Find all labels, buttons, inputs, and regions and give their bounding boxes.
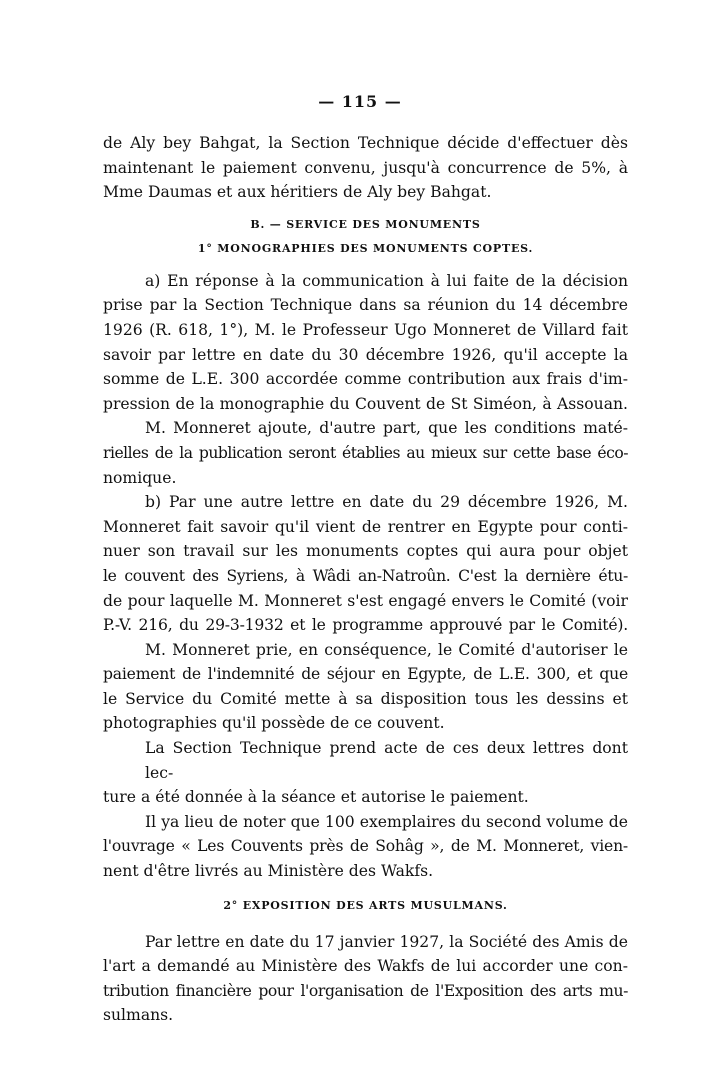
text-line: pression de la monographie du Couvent de St Siméon, à Assouan. [103,394,628,413]
paragraph-monneret-asks [103,638,628,736]
subsection-heading: 2° EXPOSITION DES ARTS MUSULMANS. [223,898,508,912]
text-line: a) En réponse à la communication à lui faite de la décision [145,271,628,290]
text-line: La Section Technique prend acte de ces deux lettres dont lec- [145,739,628,782]
text-line: le couvent des Syriens, à Wâdi an-Natroûn. C'est la dernière étu- [103,566,628,585]
section-heading: B. — SERVICE DES MONUMENTS [250,217,481,231]
text-line: l'ouvrage « Les Couvents près de Sohâg », de M. Monneret, vien- [103,837,628,856]
text-line: Mme Daumas et aux héritiers de Aly bey Bahgat. [103,183,492,202]
text-line: sulmans. [103,1006,174,1025]
paragraph-a [103,269,628,417]
text-line: l'art a demandé au Ministère des Wakfs de lui accorder une con- [103,957,628,976]
paragraph-note-copies [103,810,628,884]
text-line: Par lettre en date du 17 janvier 1927, la Société des Amis de [145,932,628,951]
page-number: — 115 — [318,92,402,111]
text-line: Monneret fait savoir qu'il vient de rentrer en Egypte pour conti- [103,517,628,536]
text-line: de pour laquelle M. Monneret s'est engagé envers le Comité (voir [103,591,628,610]
text-line: nent d'être livrés au Ministère des Wakfs. [103,862,434,881]
text-line: 1926 (R. 618, 1°), M. le Professeur Ugo Monneret de Villard fait [103,320,628,339]
text-line: somme de L.E. 300 accordée comme contribution aux frais d'im- [103,370,628,389]
text-line: P.-V. 216, du 29-3-1932 et le programme approuvé par le Comité). [103,616,628,635]
paragraph-monneret-adds [103,416,628,490]
text-line: tribution financière pour l'organisation de l'Exposition des arts mu- [103,981,628,1000]
text-line: nomique. [103,468,177,487]
paragraph-continuation [103,131,628,205]
text-line: M. Monneret prie, en conséquence, le Comité d'autoriser le [145,640,628,659]
page-body [103,131,628,1028]
text-line: maintenant le paiement convenu, jusqu'à concurrence de 5%, à [103,158,628,177]
text-line: rielles de la publication seront établies au mieux sur cette base éco- [103,443,628,462]
text-line: le Service du Comité mette à sa disposition tous les dessins et [103,689,628,708]
text-line: de Aly bey Bahgat, la Section Technique décide d'effectuer dès [103,134,628,152]
text-line: savoir par lettre en date du 30 décembre 1926, qu'il accepte la [103,345,628,364]
text-line: prise par la Section Technique dans sa réunion du 14 décembre [103,296,628,315]
text-line: paiement de l'indemnité de séjour en Egypte, de L.E. 300, et que [103,665,628,684]
subsection-heading: 1° MONOGRAPHIES DES MONUMENTS COPTES. [197,241,534,255]
paragraph-section-acknowledges [103,736,628,810]
text-line: nuer son travail sur les monuments coptes qui aura pour objet [103,542,628,561]
paragraph-b [103,490,628,638]
text-line: photographies qu'il possède de ce couvent. [103,714,445,733]
paragraph-exposition [103,930,628,1028]
text-line: M. Monneret ajoute, d'autre part, que les conditions maté- [145,419,628,438]
text-line: ture a été donnée à la séance et autorise le paiement. [103,788,529,807]
text-line: Il ya lieu de noter que 100 exemplaires du second volume de [145,812,628,831]
text-line: b) Par une autre lettre en date du 29 décembre 1926, M. [145,493,628,512]
